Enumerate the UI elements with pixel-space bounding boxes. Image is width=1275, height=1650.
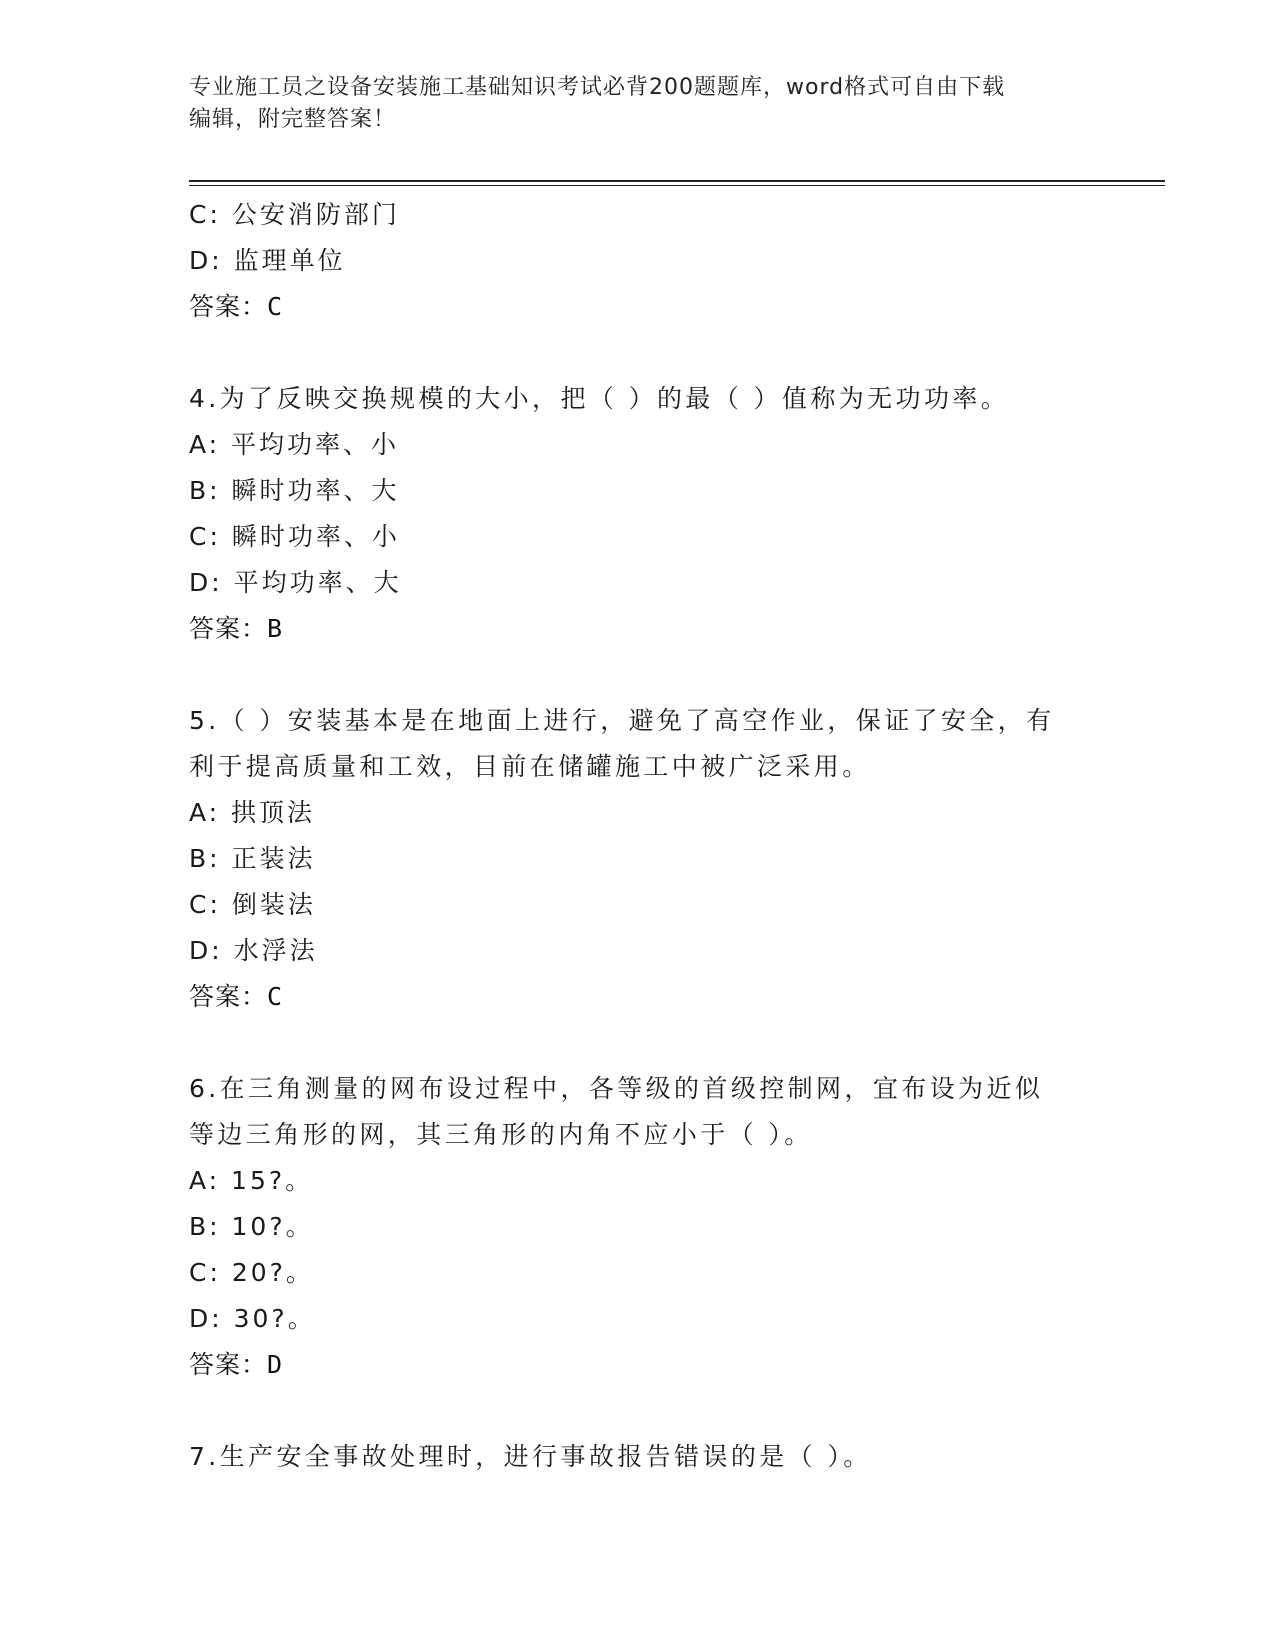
question-4-option-c: C: 瞬时功率、小 [189,522,400,551]
question-3-answer [189,284,1089,330]
answer-label: 答案： [189,982,268,1011]
header-divider-thick [189,180,1165,182]
question-6-option-a: A: 15?。 [189,1166,314,1195]
question-6-stem-line-2: 等边三角形的网，其三角形的内角不应小于（ ）。 [189,1120,813,1149]
question-list [189,192,1089,1480]
question-5-stem-line-1: 5.（ ）安装基本是在地面上进行，避免了高空作业，保证了安全，有 [189,706,1055,735]
answer-label: 答案： [189,614,268,643]
header-title-line-2: 编辑，附完整答案！ [189,107,397,132]
question-4-option-a: A: 平均功率、小 [189,430,400,459]
question-6-stem-line-1: 6.在三角测量的网布设过程中，各等级的首级控制网，宜布设为近似 [189,1074,1044,1103]
question-7-stem: 7.生产安全事故处理时，进行事故报告错误的是（ ）。 [189,1442,872,1471]
question-5 [189,698,1089,1020]
question-5-option-b: B: 正装法 [189,844,316,873]
question-6-option-c: C: 20?。 [189,1258,314,1287]
spacer [189,330,1089,376]
question-4-stem: 4.为了反映交换规模的大小，把（ ）的最（ ）值称为无功功率。 [189,384,1010,413]
question-4-answer [189,606,1089,652]
question-6-answer [189,1342,1089,1388]
question-5-option-a: A: 拱顶法 [189,798,316,827]
question-4 [189,376,1089,652]
answer-value: D [267,1350,284,1379]
spacer [189,1388,1089,1434]
question-6-option-d: D: 30?。 [189,1304,316,1333]
question-5-stem-line-2: 利于提高质量和工效，目前在储罐施工中被广泛采用。 [189,752,871,781]
answer-value: C [267,292,284,321]
answer-label: 答案： [189,292,268,321]
question-5-option-d: D: 水浮法 [189,936,318,965]
question-4-option-d: D: 平均功率、大 [189,568,402,597]
question-5-option-c: C: 倒装法 [189,890,316,919]
answer-value: C [267,982,284,1011]
answer-label: 答案： [189,1350,268,1379]
question-6 [189,1066,1089,1388]
question-3-option-c: C: 公安消防部门 [189,200,400,229]
question-3-option-d: D: 监理单位 [189,246,346,275]
header-divider-thin [189,185,1165,186]
question-4-option-b: B: 瞬时功率、大 [189,476,400,505]
spacer [189,652,1089,698]
question-3-tail [189,192,1089,330]
answer-value: B [267,614,284,643]
question-5-answer [189,974,1089,1020]
spacer [189,1020,1089,1066]
question-7 [189,1434,1089,1480]
header-title-line-1: 专业施工员之设备安装施工基础知识考试必背200题题库，word格式可自由下载 [189,75,1006,100]
question-6-option-b: B: 10?。 [189,1212,314,1241]
document-header [189,72,1079,136]
